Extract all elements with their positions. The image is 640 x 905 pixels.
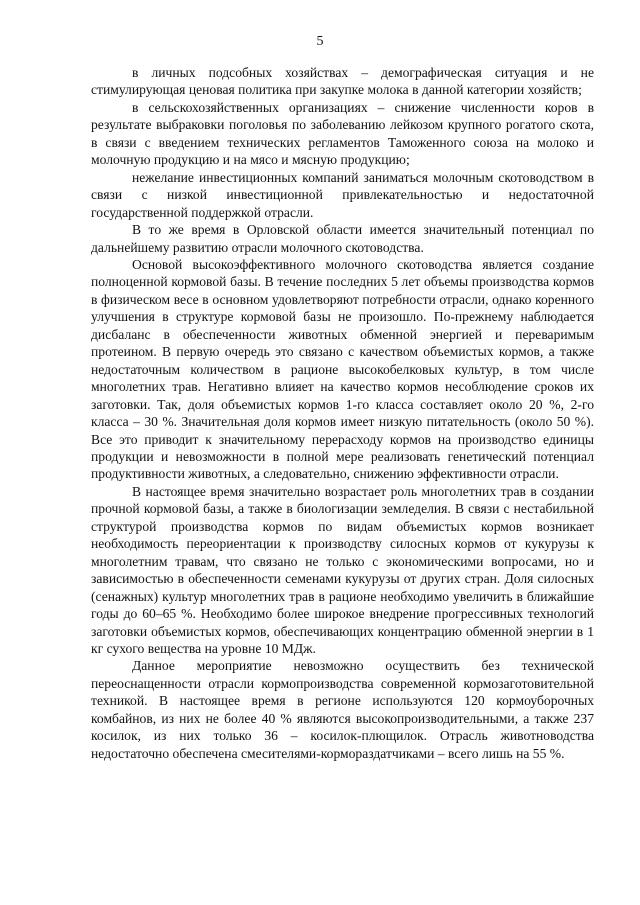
document-body bbox=[91, 64, 594, 762]
paragraph-perennial-grasses: В настоящее время значительно возрастает роль многолетних трав в создании прочной кормовой базы, а также в биологизации земледелия. В связи с нестабильной структурой производства кормов по видам объемистых кормов возникает необходимость переориентации к производству силосных кормов от кукурузы к многолетним травам, что связано не только с экономическими вопросами, но и зависимостью в обеспеченности семенами кукурузы от других стран. Доля силосных (сенажных) культур многолетних трав в рационе необходимо увеличить в ближайшие годы до 60–65 %. Необходимо более широкое внедрение прогрессивных технологий заготовки объемистых кормов, обеспечивающих концентрацию обменной энергии в 1 кг сухого вещества на уровне 10 МДж. bbox=[91, 483, 594, 656]
paragraph-technical-reequipment: Данное мероприятие невозможно осуществить без технической переоснащенности отрасли кормопроизводства современной кормозаготовительной техникой. В настоящее время в регионе используются 120 кормоуборочных комбайнов, из них не более 40 % являются высокопроизводительными, а также 237 косилок, из них только 36 – косилок-плющилок. Отрасль животноводства недостаточно обеспечена смесителями-кормораздатчиками – всего лишь на 55 %. bbox=[91, 658, 594, 761]
paragraph-investment-reluctance: нежелание инвестиционных компаний заниматься молочным скотоводством в связи с низкой инвестиционной привлекательностью и недостаточной государственной поддержкой отрасли. bbox=[91, 169, 594, 220]
paragraph-forage-base: Основой высокоэффективного молочного скотоводства является создание полноценной кормовой базы. В течение последних 5 лет объемы производства кормов в физическом весе в основном удовлетворяют потребности отрасли, однако коренного улучшения в структуре кормовой базы не произошло. По-прежнему наблюдается дисбаланс в обеспеченности животных обменной энергией и переваримым протеином. В первую очередь это связано с качеством объемистых кормов, а также недостаточным количеством в рационе высокобелковых культур, в том числе многолетних трав. Негативно влияет на качество кормов несоблюдение сроков их заготовки. Так, доля объемистых кормов 1-го класса составляет около 20 %, 2-го класса – 30 %. Значительная доля кормов имеет низкую питательность (около 50 %). Все это приводит к значительному перерасходу кормов на производство единицы продукции и невозможности в полной мере реализовать генетический потенциал продуктивности животных, а следовательно, снижению эффективности отрасли. bbox=[91, 256, 594, 482]
paragraph-private-farms: в личных подсобных хозяйствах – демографическая ситуация и не стимулирующая ценовая политика при закупке молока в данной категории хозяйств; bbox=[91, 65, 594, 98]
paragraph-agricultural-organizations: в сельскохозяйственных организациях – снижение численности коров в результате выбраковки поголовья по заболеванию лейкозом крупного рогатого скота, в связи с введением технических регламентов Таможенного союза на молоко и молочную продукцию и на мясо и мясную продукцию; bbox=[91, 99, 594, 168]
page-number: 5 bbox=[316, 34, 324, 49]
paragraph-regional-potential: В то же время в Орловской области имеется значительный потенциал по дальнейшему развитию отрасли молочного скотоводства. bbox=[91, 222, 594, 255]
